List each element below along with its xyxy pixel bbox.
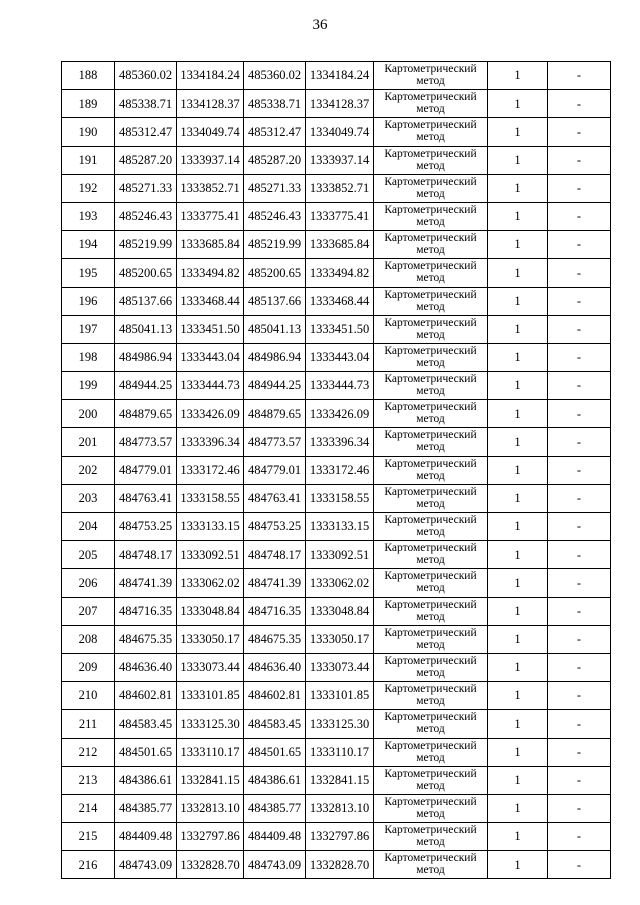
y-coordinate-new-cell: 1333443.04 bbox=[306, 343, 374, 371]
x-coordinate-new-cell: 484879.65 bbox=[244, 400, 306, 428]
x-coordinate-new-cell: 484743.09 bbox=[244, 851, 306, 879]
x-coordinate-new-cell: 484763.41 bbox=[244, 484, 306, 512]
point-number-cell: 214 bbox=[62, 794, 115, 822]
y-coordinate-new-cell: 1333133.15 bbox=[306, 513, 374, 541]
note-cell: - bbox=[548, 315, 611, 343]
point-number-cell: 196 bbox=[62, 287, 115, 315]
point-number-cell: 207 bbox=[62, 597, 115, 625]
method-cell: Картометрический метод bbox=[374, 851, 488, 879]
method-cell: Картометрический метод bbox=[374, 682, 488, 710]
x-coordinate-new-cell: 485219.99 bbox=[244, 231, 306, 259]
x-coordinate-new-cell: 485360.02 bbox=[244, 62, 306, 90]
method-cell: Картометрический метод bbox=[374, 202, 488, 230]
y-coordinate-cell: 1333443.04 bbox=[177, 343, 244, 371]
point-number-cell: 192 bbox=[62, 174, 115, 202]
count-cell: 1 bbox=[488, 428, 548, 456]
table-row bbox=[62, 625, 611, 653]
x-coordinate-new-cell: 485137.66 bbox=[244, 287, 306, 315]
point-number-cell: 209 bbox=[62, 653, 115, 681]
x-coordinate-cell: 485338.71 bbox=[115, 90, 177, 118]
y-coordinate-new-cell: 1333396.34 bbox=[306, 428, 374, 456]
x-coordinate-cell: 485219.99 bbox=[115, 231, 177, 259]
y-coordinate-new-cell: 1333172.46 bbox=[306, 456, 374, 484]
y-coordinate-cell: 1333451.50 bbox=[177, 315, 244, 343]
count-cell: 1 bbox=[488, 343, 548, 371]
point-number-cell: 204 bbox=[62, 513, 115, 541]
x-coordinate-cell: 484386.61 bbox=[115, 766, 177, 794]
note-cell: - bbox=[548, 738, 611, 766]
count-cell: 1 bbox=[488, 710, 548, 738]
y-coordinate-cell: 1333685.84 bbox=[177, 231, 244, 259]
x-coordinate-new-cell: 484986.94 bbox=[244, 343, 306, 371]
x-coordinate-cell: 484879.65 bbox=[115, 400, 177, 428]
count-cell: 1 bbox=[488, 653, 548, 681]
method-cell: Картометрический метод bbox=[374, 343, 488, 371]
y-coordinate-cell: 1333937.14 bbox=[177, 146, 244, 174]
method-cell: Картометрический метод bbox=[374, 400, 488, 428]
point-number-cell: 206 bbox=[62, 569, 115, 597]
table-row bbox=[62, 174, 611, 202]
x-coordinate-new-cell: 484675.35 bbox=[244, 625, 306, 653]
y-coordinate-new-cell: 1333125.30 bbox=[306, 710, 374, 738]
method-cell: Картометрический метод bbox=[374, 738, 488, 766]
point-number-cell: 190 bbox=[62, 118, 115, 146]
x-coordinate-cell: 484602.81 bbox=[115, 682, 177, 710]
method-cell: Картометрический метод bbox=[374, 513, 488, 541]
y-coordinate-new-cell: 1333494.82 bbox=[306, 259, 374, 287]
count-cell: 1 bbox=[488, 738, 548, 766]
y-coordinate-cell: 1333444.73 bbox=[177, 372, 244, 400]
count-cell: 1 bbox=[488, 202, 548, 230]
y-coordinate-new-cell: 1334184.24 bbox=[306, 62, 374, 90]
x-coordinate-cell: 484636.40 bbox=[115, 653, 177, 681]
x-coordinate-new-cell: 485271.33 bbox=[244, 174, 306, 202]
x-coordinate-cell: 484741.39 bbox=[115, 569, 177, 597]
y-coordinate-cell: 1333172.46 bbox=[177, 456, 244, 484]
y-coordinate-new-cell: 1333852.71 bbox=[306, 174, 374, 202]
note-cell: - bbox=[548, 343, 611, 371]
method-cell: Картометрический метод bbox=[374, 62, 488, 90]
point-number-cell: 202 bbox=[62, 456, 115, 484]
table-row bbox=[62, 851, 611, 879]
coordinates-table bbox=[61, 61, 611, 879]
count-cell: 1 bbox=[488, 259, 548, 287]
y-coordinate-new-cell: 1333101.85 bbox=[306, 682, 374, 710]
table-row bbox=[62, 653, 611, 681]
point-number-cell: 198 bbox=[62, 343, 115, 371]
x-coordinate-cell: 485246.43 bbox=[115, 202, 177, 230]
method-cell: Картометрический метод bbox=[374, 597, 488, 625]
x-coordinate-new-cell: 484636.40 bbox=[244, 653, 306, 681]
y-coordinate-new-cell: 1334128.37 bbox=[306, 90, 374, 118]
x-coordinate-new-cell: 485338.71 bbox=[244, 90, 306, 118]
note-cell: - bbox=[548, 653, 611, 681]
x-coordinate-new-cell: 485312.47 bbox=[244, 118, 306, 146]
point-number-cell: 212 bbox=[62, 738, 115, 766]
table-row bbox=[62, 231, 611, 259]
note-cell: - bbox=[548, 62, 611, 90]
note-cell: - bbox=[548, 794, 611, 822]
count-cell: 1 bbox=[488, 372, 548, 400]
table-row bbox=[62, 823, 611, 851]
method-cell: Картометрический метод bbox=[374, 484, 488, 512]
count-cell: 1 bbox=[488, 146, 548, 174]
point-number-cell: 193 bbox=[62, 202, 115, 230]
y-coordinate-cell: 1333775.41 bbox=[177, 202, 244, 230]
method-cell: Картометрический метод bbox=[374, 118, 488, 146]
method-cell: Картометрический метод bbox=[374, 569, 488, 597]
x-coordinate-cell: 484716.35 bbox=[115, 597, 177, 625]
x-coordinate-new-cell: 485041.13 bbox=[244, 315, 306, 343]
note-cell: - bbox=[548, 682, 611, 710]
x-coordinate-cell: 485271.33 bbox=[115, 174, 177, 202]
point-number-cell: 197 bbox=[62, 315, 115, 343]
table-body bbox=[62, 62, 611, 879]
x-coordinate-new-cell: 484409.48 bbox=[244, 823, 306, 851]
point-number-cell: 203 bbox=[62, 484, 115, 512]
x-coordinate-new-cell: 484385.77 bbox=[244, 794, 306, 822]
note-cell: - bbox=[548, 597, 611, 625]
x-coordinate-cell: 484743.09 bbox=[115, 851, 177, 879]
count-cell: 1 bbox=[488, 400, 548, 428]
y-coordinate-cell: 1333050.17 bbox=[177, 625, 244, 653]
x-coordinate-cell: 484779.01 bbox=[115, 456, 177, 484]
point-number-cell: 191 bbox=[62, 146, 115, 174]
method-cell: Картометрический метод bbox=[374, 766, 488, 794]
note-cell: - bbox=[548, 823, 611, 851]
y-coordinate-cell: 1333468.44 bbox=[177, 287, 244, 315]
point-number-cell: 201 bbox=[62, 428, 115, 456]
note-cell: - bbox=[548, 259, 611, 287]
count-cell: 1 bbox=[488, 541, 548, 569]
note-cell: - bbox=[548, 513, 611, 541]
point-number-cell: 213 bbox=[62, 766, 115, 794]
x-coordinate-new-cell: 484748.17 bbox=[244, 541, 306, 569]
point-number-cell: 205 bbox=[62, 541, 115, 569]
table-row bbox=[62, 287, 611, 315]
point-number-cell: 208 bbox=[62, 625, 115, 653]
x-coordinate-cell: 485137.66 bbox=[115, 287, 177, 315]
method-cell: Картометрический метод bbox=[374, 710, 488, 738]
x-coordinate-new-cell: 484602.81 bbox=[244, 682, 306, 710]
point-number-cell: 199 bbox=[62, 372, 115, 400]
x-coordinate-cell: 484986.94 bbox=[115, 343, 177, 371]
x-coordinate-new-cell: 484716.35 bbox=[244, 597, 306, 625]
note-cell: - bbox=[548, 710, 611, 738]
table-row bbox=[62, 541, 611, 569]
table-row bbox=[62, 372, 611, 400]
y-coordinate-cell: 1332828.70 bbox=[177, 851, 244, 879]
count-cell: 1 bbox=[488, 823, 548, 851]
point-number-cell: 215 bbox=[62, 823, 115, 851]
y-coordinate-new-cell: 1333444.73 bbox=[306, 372, 374, 400]
x-coordinate-cell: 484944.25 bbox=[115, 372, 177, 400]
y-coordinate-cell: 1333073.44 bbox=[177, 653, 244, 681]
y-coordinate-new-cell: 1333110.17 bbox=[306, 738, 374, 766]
y-coordinate-new-cell: 1333092.51 bbox=[306, 541, 374, 569]
page-number: 36 bbox=[312, 17, 328, 33]
table-row bbox=[62, 597, 611, 625]
count-cell: 1 bbox=[488, 231, 548, 259]
y-coordinate-cell: 1333048.84 bbox=[177, 597, 244, 625]
count-cell: 1 bbox=[488, 794, 548, 822]
table-row bbox=[62, 202, 611, 230]
y-coordinate-new-cell: 1333426.09 bbox=[306, 400, 374, 428]
y-coordinate-cell: 1333852.71 bbox=[177, 174, 244, 202]
note-cell: - bbox=[548, 231, 611, 259]
x-coordinate-new-cell: 485287.20 bbox=[244, 146, 306, 174]
y-coordinate-cell: 1333396.34 bbox=[177, 428, 244, 456]
y-coordinate-cell: 1333062.02 bbox=[177, 569, 244, 597]
note-cell: - bbox=[548, 90, 611, 118]
method-cell: Картометрический метод bbox=[374, 372, 488, 400]
y-coordinate-new-cell: 1332841.15 bbox=[306, 766, 374, 794]
y-coordinate-new-cell: 1333468.44 bbox=[306, 287, 374, 315]
method-cell: Картометрический метод bbox=[374, 174, 488, 202]
x-coordinate-new-cell: 484753.25 bbox=[244, 513, 306, 541]
count-cell: 1 bbox=[488, 287, 548, 315]
x-coordinate-new-cell: 484779.01 bbox=[244, 456, 306, 484]
y-coordinate-cell: 1333110.17 bbox=[177, 738, 244, 766]
x-coordinate-new-cell: 484501.65 bbox=[244, 738, 306, 766]
table-row bbox=[62, 146, 611, 174]
count-cell: 1 bbox=[488, 62, 548, 90]
count-cell: 1 bbox=[488, 766, 548, 794]
y-coordinate-new-cell: 1333050.17 bbox=[306, 625, 374, 653]
count-cell: 1 bbox=[488, 569, 548, 597]
y-coordinate-new-cell: 1332797.86 bbox=[306, 823, 374, 851]
y-coordinate-new-cell: 1333048.84 bbox=[306, 597, 374, 625]
table-row bbox=[62, 710, 611, 738]
x-coordinate-cell: 485041.13 bbox=[115, 315, 177, 343]
method-cell: Картометрический метод bbox=[374, 823, 488, 851]
count-cell: 1 bbox=[488, 315, 548, 343]
count-cell: 1 bbox=[488, 90, 548, 118]
count-cell: 1 bbox=[488, 851, 548, 879]
table-row bbox=[62, 484, 611, 512]
method-cell: Картометрический метод bbox=[374, 146, 488, 174]
table-row bbox=[62, 794, 611, 822]
x-coordinate-cell: 485312.47 bbox=[115, 118, 177, 146]
method-cell: Картометрический метод bbox=[374, 231, 488, 259]
x-coordinate-new-cell: 485200.65 bbox=[244, 259, 306, 287]
count-cell: 1 bbox=[488, 484, 548, 512]
x-coordinate-new-cell: 484386.61 bbox=[244, 766, 306, 794]
x-coordinate-new-cell: 484944.25 bbox=[244, 372, 306, 400]
y-coordinate-cell: 1332797.86 bbox=[177, 823, 244, 851]
point-number-cell: 210 bbox=[62, 682, 115, 710]
x-coordinate-cell: 484583.45 bbox=[115, 710, 177, 738]
y-coordinate-cell: 1334049.74 bbox=[177, 118, 244, 146]
table-row bbox=[62, 738, 611, 766]
note-cell: - bbox=[548, 287, 611, 315]
table-row bbox=[62, 343, 611, 371]
x-coordinate-new-cell: 484583.45 bbox=[244, 710, 306, 738]
table-row bbox=[62, 259, 611, 287]
table-row bbox=[62, 569, 611, 597]
y-coordinate-cell: 1333158.55 bbox=[177, 484, 244, 512]
note-cell: - bbox=[548, 202, 611, 230]
x-coordinate-cell: 484385.77 bbox=[115, 794, 177, 822]
y-coordinate-new-cell: 1334049.74 bbox=[306, 118, 374, 146]
y-coordinate-cell: 1333494.82 bbox=[177, 259, 244, 287]
point-number-cell: 195 bbox=[62, 259, 115, 287]
y-coordinate-new-cell: 1333775.41 bbox=[306, 202, 374, 230]
y-coordinate-new-cell: 1333685.84 bbox=[306, 231, 374, 259]
note-cell: - bbox=[548, 625, 611, 653]
note-cell: - bbox=[548, 118, 611, 146]
y-coordinate-cell: 1332813.10 bbox=[177, 794, 244, 822]
count-cell: 1 bbox=[488, 456, 548, 484]
method-cell: Картометрический метод bbox=[374, 794, 488, 822]
table-row bbox=[62, 400, 611, 428]
note-cell: - bbox=[548, 428, 611, 456]
point-number-cell: 189 bbox=[62, 90, 115, 118]
x-coordinate-cell: 485360.02 bbox=[115, 62, 177, 90]
x-coordinate-cell: 484748.17 bbox=[115, 541, 177, 569]
y-coordinate-new-cell: 1332813.10 bbox=[306, 794, 374, 822]
table-row bbox=[62, 513, 611, 541]
method-cell: Картометрический метод bbox=[374, 259, 488, 287]
note-cell: - bbox=[548, 372, 611, 400]
y-coordinate-cell: 1334128.37 bbox=[177, 90, 244, 118]
x-coordinate-cell: 484773.57 bbox=[115, 428, 177, 456]
table-row bbox=[62, 766, 611, 794]
table-row bbox=[62, 90, 611, 118]
note-cell: - bbox=[548, 174, 611, 202]
note-cell: - bbox=[548, 766, 611, 794]
y-coordinate-cell: 1332841.15 bbox=[177, 766, 244, 794]
note-cell: - bbox=[548, 400, 611, 428]
note-cell: - bbox=[548, 456, 611, 484]
x-coordinate-cell: 484753.25 bbox=[115, 513, 177, 541]
x-coordinate-cell: 485287.20 bbox=[115, 146, 177, 174]
x-coordinate-new-cell: 485246.43 bbox=[244, 202, 306, 230]
note-cell: - bbox=[548, 146, 611, 174]
method-cell: Картометрический метод bbox=[374, 541, 488, 569]
y-coordinate-new-cell: 1333062.02 bbox=[306, 569, 374, 597]
table-row bbox=[62, 682, 611, 710]
table-row bbox=[62, 428, 611, 456]
count-cell: 1 bbox=[488, 682, 548, 710]
count-cell: 1 bbox=[488, 513, 548, 541]
count-cell: 1 bbox=[488, 174, 548, 202]
note-cell: - bbox=[548, 541, 611, 569]
table-row bbox=[62, 456, 611, 484]
point-number-cell: 216 bbox=[62, 851, 115, 879]
y-coordinate-cell: 1333426.09 bbox=[177, 400, 244, 428]
y-coordinate-cell: 1333092.51 bbox=[177, 541, 244, 569]
point-number-cell: 211 bbox=[62, 710, 115, 738]
x-coordinate-cell: 484501.65 bbox=[115, 738, 177, 766]
method-cell: Картометрический метод bbox=[374, 287, 488, 315]
point-number-cell: 194 bbox=[62, 231, 115, 259]
method-cell: Картометрический метод bbox=[374, 315, 488, 343]
y-coordinate-new-cell: 1333158.55 bbox=[306, 484, 374, 512]
y-coordinate-new-cell: 1333937.14 bbox=[306, 146, 374, 174]
y-coordinate-cell: 1333133.15 bbox=[177, 513, 244, 541]
note-cell: - bbox=[548, 851, 611, 879]
x-coordinate-new-cell: 484741.39 bbox=[244, 569, 306, 597]
x-coordinate-cell: 484409.48 bbox=[115, 823, 177, 851]
count-cell: 1 bbox=[488, 597, 548, 625]
method-cell: Картометрический метод bbox=[374, 625, 488, 653]
table-row bbox=[62, 118, 611, 146]
method-cell: Картометрический метод bbox=[374, 456, 488, 484]
y-coordinate-cell: 1333101.85 bbox=[177, 682, 244, 710]
x-coordinate-cell: 484763.41 bbox=[115, 484, 177, 512]
point-number-cell: 200 bbox=[62, 400, 115, 428]
x-coordinate-cell: 485200.65 bbox=[115, 259, 177, 287]
note-cell: - bbox=[548, 484, 611, 512]
count-cell: 1 bbox=[488, 118, 548, 146]
table-row bbox=[62, 62, 611, 90]
count-cell: 1 bbox=[488, 625, 548, 653]
y-coordinate-new-cell: 1332828.70 bbox=[306, 851, 374, 879]
y-coordinate-cell: 1333125.30 bbox=[177, 710, 244, 738]
x-coordinate-cell: 484675.35 bbox=[115, 625, 177, 653]
y-coordinate-new-cell: 1333451.50 bbox=[306, 315, 374, 343]
point-number-cell: 188 bbox=[62, 62, 115, 90]
y-coordinate-new-cell: 1333073.44 bbox=[306, 653, 374, 681]
table-row bbox=[62, 315, 611, 343]
note-cell: - bbox=[548, 569, 611, 597]
x-coordinate-new-cell: 484773.57 bbox=[244, 428, 306, 456]
method-cell: Картометрический метод bbox=[374, 90, 488, 118]
y-coordinate-cell: 1334184.24 bbox=[177, 62, 244, 90]
method-cell: Картометрический метод bbox=[374, 428, 488, 456]
method-cell: Картометрический метод bbox=[374, 653, 488, 681]
